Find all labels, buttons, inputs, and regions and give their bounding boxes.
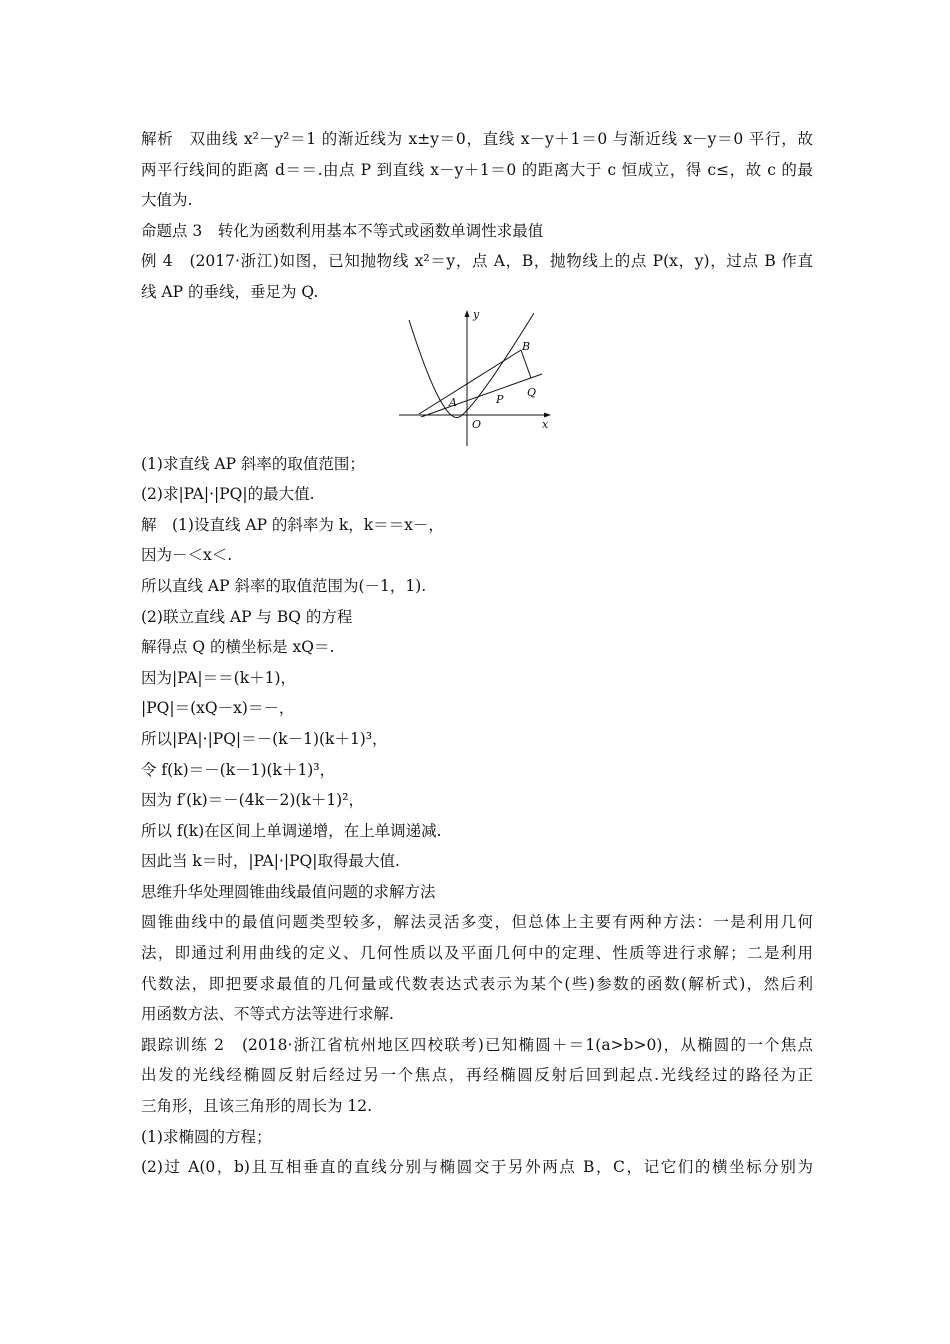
parabola-curve (409, 313, 537, 418)
y-axis-label: y (473, 309, 480, 321)
answer-line-11: 所以 f(k)在区间上单调递增，在上单调递减. (141, 821, 442, 840)
answer-line-5: 解得点 Q 的横坐标是 xQ＝. (141, 638, 335, 657)
answer-line-6: 因为|PA|＝＝(k＋1)， (141, 668, 296, 687)
x-axis-arrow (544, 412, 551, 417)
answer-line-10: 因为 f′(k)＝－(4k－2)(k＋1)²， (141, 791, 364, 810)
answer-line-12: 因此当 k＝时，|PA|·|PQ|取得最大值. (141, 852, 400, 871)
answer-line-7: |PQ|＝(xQ－x)＝－， (141, 699, 295, 718)
document-body (141, 124, 813, 1183)
solution-line-1: 解析 双曲线 x²－y²＝1 的渐近线为 x±y＝0，直线 x－y＋1＝0 与渐近线 x－y＝0 平行，故 (141, 130, 813, 148)
question-1: (1)求直线 AP 斜率的取值范围； (141, 454, 365, 473)
line-ab (419, 350, 521, 414)
line-bq (521, 350, 531, 378)
parabola-diagram (399, 310, 559, 447)
answer-line-3: 所以直线 AP 斜率的取值范围为(－1，1). (141, 576, 427, 595)
answer-line-8: 所以|PA|·|PQ|＝－(k－1)(k＋1)³， (141, 729, 388, 748)
exercise-line-2: 出发的光线经椭圆反射后经过另一个焦点，再经椭圆反射后回到起点.光线经过的路径为正 (141, 1066, 813, 1085)
exercise-line-3: 三角形，且该三角形的周长为 12. (141, 1097, 373, 1116)
point-p-label: P (496, 392, 504, 406)
answer-line-4: (2)联立直线 AP 与 BQ 的方程 (141, 607, 353, 626)
answer-line-2: 因为－＜x＜. (141, 546, 233, 565)
section-heading: 命题点 3 转化为函数利用基本不等式或函数单调性求最值 (141, 221, 544, 240)
summary-line-3: 代数法，即把要求最值的几何量或代数表达式表示为某个(些)参数的函数(解析式)，然后利 (141, 974, 813, 993)
parabola-figure (141, 310, 813, 447)
summary-line-2: 法，即通过利用曲线的定义、几何性质以及平面几何中的定理、性质等进行求解；二是利用 (141, 944, 813, 963)
example-line-1: 例 4 (2017·浙江)如图，已知抛物线 x²＝y，点 A，B，抛物线上的点 P(x，y)，过点 B 作直 (141, 252, 813, 271)
answer-line-1: 解 (1)设直线 AP 的斜率为 k，k＝＝x－， (141, 515, 444, 534)
point-a-label: A (449, 395, 457, 409)
exercise-question-1: (1)求椭圆的方程； (141, 1127, 272, 1146)
exercise-question-2: (2)过 A(0，b)且互相垂直的直线分别与椭圆交于另外两点 B，C，记它们的横坐标分别为 (141, 1158, 813, 1177)
point-q-label: Q (527, 385, 537, 399)
summary-line-4: 用函数方法、不等式方法等进行求解. (141, 1005, 394, 1024)
solution-line-3: 大值为. (141, 191, 193, 210)
summary-line-1: 圆锥曲线中的最值问题类型较多，解法灵活多变，但总体上主要有两种方法：一是利用几何 (141, 913, 813, 932)
origin-label: O (472, 417, 482, 431)
answer-line-9: 令 f(k)＝－(k－1)(k＋1)³， (141, 760, 336, 779)
exercise-line-1: 跟踪训练 2 (2018·浙江省杭州地区四校联考)已知椭圆＋＝1(a>b>0)，从椭圆的一个焦点 (141, 1035, 813, 1054)
y-axis-arrow (465, 310, 470, 317)
solution-line-2: 两平行线间的距离 d＝＝.由点 P 到直线 x－y＋1＝0 的距离大于 c 恒成立，得 c≤，故 c 的最 (141, 160, 813, 179)
line-ap (421, 374, 542, 417)
x-axis-label: x (542, 417, 549, 431)
point-b-label: B (522, 339, 531, 353)
summary-heading: 思维升华处理圆锥曲线最值问题的求解方法 (141, 882, 436, 901)
example-line-2: 线 AP 的垂线，垂足为 Q. (141, 282, 319, 301)
question-2: (2)求|PA|·|PQ|的最大值. (141, 485, 315, 504)
